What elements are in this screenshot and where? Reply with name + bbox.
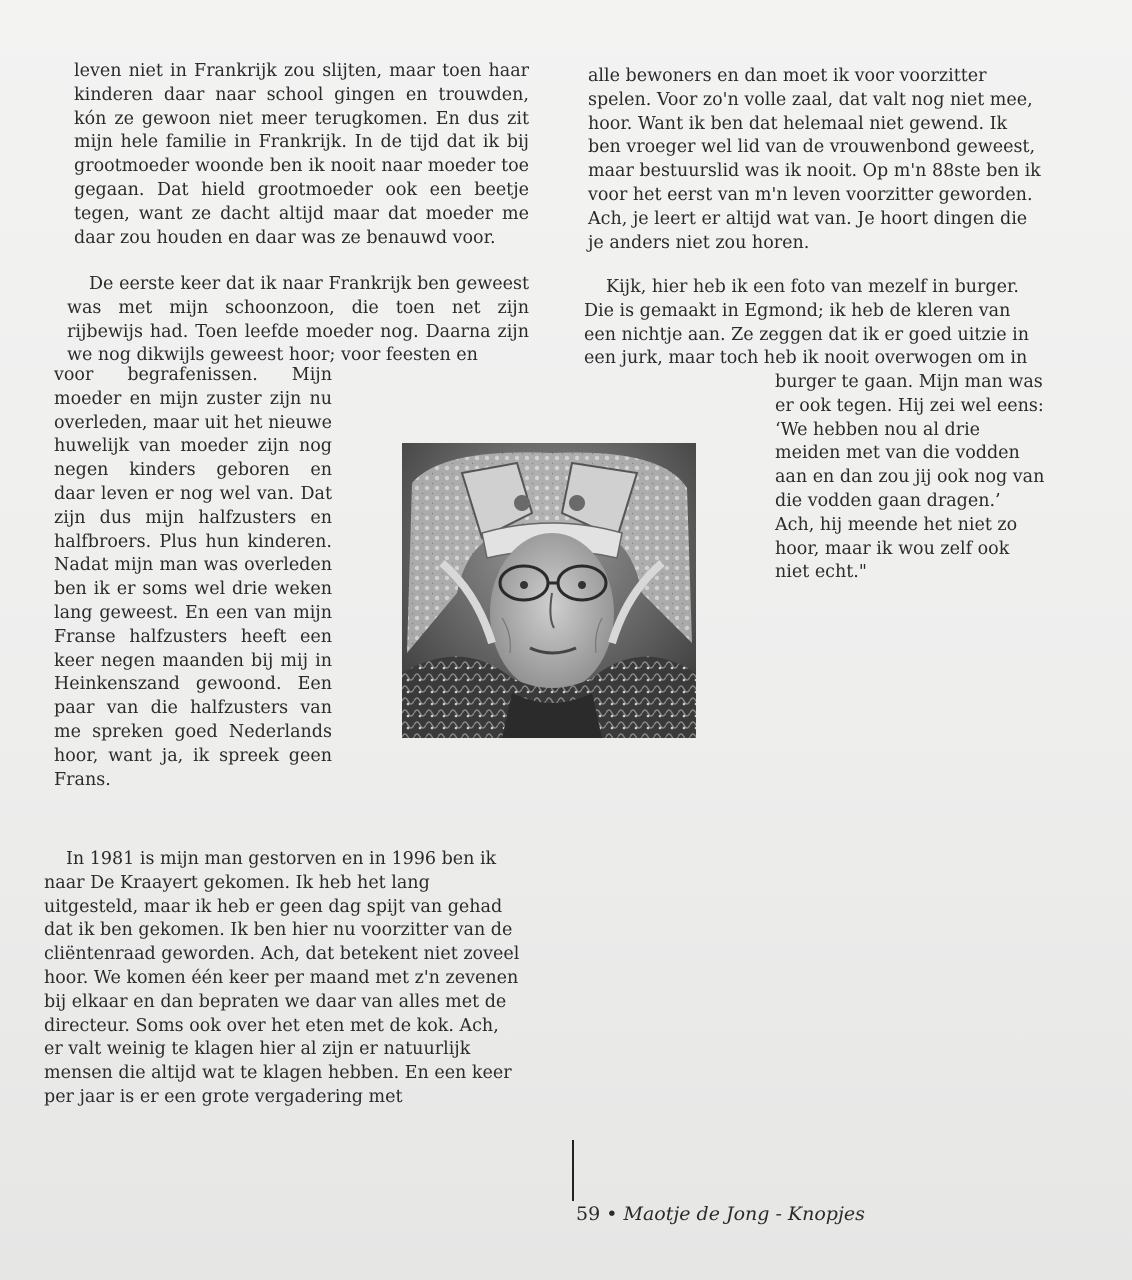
paragraph-text: leven niet in Frankrijk zou slijten, maar toen haar kinderen daar naar school gingen en trouwden, kón ze gewoon niet meer terugkomen. En dus zit mijn hele familie in Frankrijk. In de tijd dat ik bij grootmoeder woonde ben ik nooit naar moeder toe gegaan. Dat hield grootmoeder ook een beetje tegen, want ze dacht altijd maar dat moeder me daar zou houden en daar was ze benauwd voor. bbox=[74, 61, 529, 248]
paragraph-text: Kijk, hier heb ik een foto van mezelf in burger. Die is gemaakt in Egmond; ik heb de kleren van een nichtje aan. Ze zeggen dat ik er goed uitzie in een jurk, maar toch heb ik nooit overwogen om in bbox=[584, 277, 1030, 369]
portrait-photo bbox=[402, 443, 696, 738]
left-column-paragraph-2-narrow bbox=[54, 364, 332, 792]
footer-title: Maotje de Jong - Knopjes bbox=[623, 1203, 865, 1225]
paragraph-text: De eerste keer dat ik naar Frankrijk ben geweest was met mijn schoonzoon, die toen net zijn rijbewijs had. Toen leefde moeder nog. Daarna zijn we nog dikwijls geweest hoor; voor feesten en bbox=[67, 274, 529, 366]
right-column-paragraph-1 bbox=[588, 65, 1043, 255]
page-footer bbox=[576, 1203, 865, 1225]
paragraph-text: alle bewoners en dan moet ik voor voorzitter spelen. Voor zo'n volle zaal, dat valt nog niet mee, hoor. Want ik ben dat helemaal niet gewend. Ik ben vroeger wel lid van de vrouwenbond geweest, maar bestuurslid was ik nooit. Op m'n 88ste ben ik voor het eerst van m'n leven voorzitter geworden. Ach, je leert er altijd wat van. Je hoort dingen die je anders niet zou horen. bbox=[588, 66, 1041, 253]
paragraph-text: burger te gaan. Mijn man was er ook tegen. Hij zei wel eens: ‘We hebben nou al drie meiden met van die vodden aan en dan zou jij ook nog van die vodden gaan dragen.’ Ach, hij meende het niet zo hoor, maar ik wou zelf ook niet echt." bbox=[775, 372, 1045, 583]
portrait-photo-illustration bbox=[402, 443, 696, 738]
left-column-paragraph-1 bbox=[74, 60, 529, 250]
paragraph-text: voor begrafenissen. Mijn moeder en mijn zuster zijn nu overleden, maar uit het nieuwe huwelijk van moeder zijn nog negen kinders geboren en daar leven er nog wel van. Dat zijn dus mijn halfzusters en halfbroers. Plus hun kinderen. Nadat mijn man was overleden ben ik er soms wel drie weken lang geweest. En een van mijn Franse halfzusters heeft een keer negen maanden bij mij in Heinkenszand gewoond. Een paar van die halfzusters van me spreken goed Nederlands hoor, want ja, ik spreek geen Frans. bbox=[54, 365, 332, 790]
paragraph-text: In 1981 is mijn man gestorven en in 1996 ben ik naar De Kraayert gekomen. Ik heb het lang uitgesteld, maar ik heb er geen dag spijt van gehad dat ik ben gekomen. Ik ben hier nu voorzitter van de cliëntenraad geworden. Ach, dat betekent niet zoveel hoor. We komen één keer per maand met z'n zevenen bij elkaar en dan bepraten we daar van alles met de directeur. Soms ook over het eten met de kok. Ach, er valt weinig te klagen hier al zijn er natuurlijk mensen die altijd wat te klagen hebben. En een keer per jaar is er een grote vergadering met bbox=[44, 849, 520, 1107]
left-column-paragraph-2-wide bbox=[67, 273, 529, 368]
left-column-paragraph-3 bbox=[44, 848, 522, 1110]
right-column-paragraph-2-narrow bbox=[775, 371, 1045, 585]
footer-vertical-rule bbox=[572, 1140, 574, 1201]
right-column-paragraph-2-wide bbox=[584, 276, 1046, 371]
footer-separator: • bbox=[606, 1203, 618, 1225]
page-number: 59 bbox=[576, 1203, 601, 1225]
